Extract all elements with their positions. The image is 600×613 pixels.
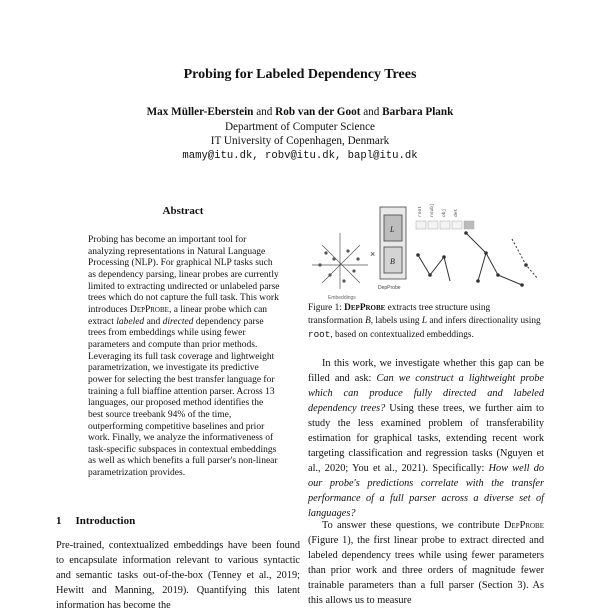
body-paragraph: To answer these questions, we contribute DepProbe (Figure 1), the first linear probe to extract directed and labeled dependency trees while using fewer parameters than prior work and three orders of magnitude fewer trainable parameters than a full parser (Section 3). As this allows us to measure: [308, 520, 544, 606]
method-name: DepProbe: [344, 303, 386, 313]
author-1: Max Müller-Eberstein: [146, 106, 254, 118]
matrix-B: B: [390, 257, 395, 266]
col-label: root: [418, 205, 423, 217]
probe-label: DepProbe: [378, 285, 401, 291]
paper-title: Probing for Labeled Dependency Trees: [183, 67, 417, 82]
label-grid: [416, 221, 474, 229]
section-heading-introduction: [56, 515, 135, 527]
times-sign: ×: [370, 249, 376, 259]
author-sep: and: [256, 106, 273, 118]
abstract-heading: Abstract: [162, 205, 204, 217]
author-emails: mamy@itu.dk, robv@itu.dk, bapl@itu.dk: [182, 150, 418, 162]
method-name: DepProbe: [129, 304, 169, 315]
author-list: [0, 106, 600, 118]
author-3: Barbara Plank: [382, 106, 454, 118]
figure-1-diagram: [308, 193, 544, 301]
method-name: DepProbe: [503, 520, 544, 531]
body-paragraph: In this work, we investigate whether this gap can be filled and ask: Can we construct a lightweight probe which can produce fully directed and labeled dependency trees? Using these trees, we further aim to study the less examined problem of transferability estimation for graphical tasks, extending recent work targeting classification and regression tasks (Nguyen et al., 2020; You et al., 2021). Specifically: How well do our probe's predictions correlate with the transfer performance of a full parser across a diverse set of languages?: [308, 358, 545, 519]
col-label: nsubj: [430, 203, 435, 217]
figure-1-caption: Figure 1: DepProbe extracts tree structure using transformation B, labels using L and infers directionality using root, based on contextualized embeddings.: [308, 303, 541, 341]
matrix-L: L: [390, 225, 395, 234]
col-label: obj: [442, 208, 447, 217]
section-number: 1: [56, 515, 62, 527]
introduction-text: Pre-trained, contextualized embeddings have been found to encapsulate information relevant to various syntactic and semantic tasks out-of-the-box (Tenney et al., 2019; Hewitt and Manning, 2019). Quantifying this latent information has become the: [56, 540, 300, 611]
embeddings-label: Embeddings: [328, 295, 356, 301]
section-title: Introduction: [75, 515, 136, 527]
col-label: det: [454, 208, 459, 217]
embedding-scatter: [312, 233, 368, 289]
university: IT University of Copenhagen, Denmark: [210, 135, 390, 147]
department: Department of Computer Science: [224, 121, 376, 133]
author-2: Rob van der Goot: [275, 106, 361, 118]
author-sep: and: [363, 106, 380, 118]
probe-matrices: [380, 207, 406, 279]
column-labels: [417, 203, 459, 217]
abstract-body: Probing has become an important tool for analyzing representations in Natural Language Processing (NLP). For graphical NLP tasks such as dependency parsing, linear probes are currently limited to extracting undirected or unlabeled parse trees which do not capture the full task. This work introduces DepProbe, a linear probe which can extract labeled and directed dependency parse trees from embeddings while using fewer parameters and compute than prior methods. Leveraging its full task coverage and lightweight parametrization, we investigate its predictive power for selecting the best transfer language for training a full biaffine attention parser. Across 13 languages, our proposed method identifies the best source treebank 94% of the time, outperforming competitive baselines and prior work. Finally, we analyze the informativeness of task-specific subspaces in contextual embeddings as well as which benefits a full parser's non-linear parametrization provides.: [88, 235, 280, 479]
tree-output: [418, 233, 538, 285]
